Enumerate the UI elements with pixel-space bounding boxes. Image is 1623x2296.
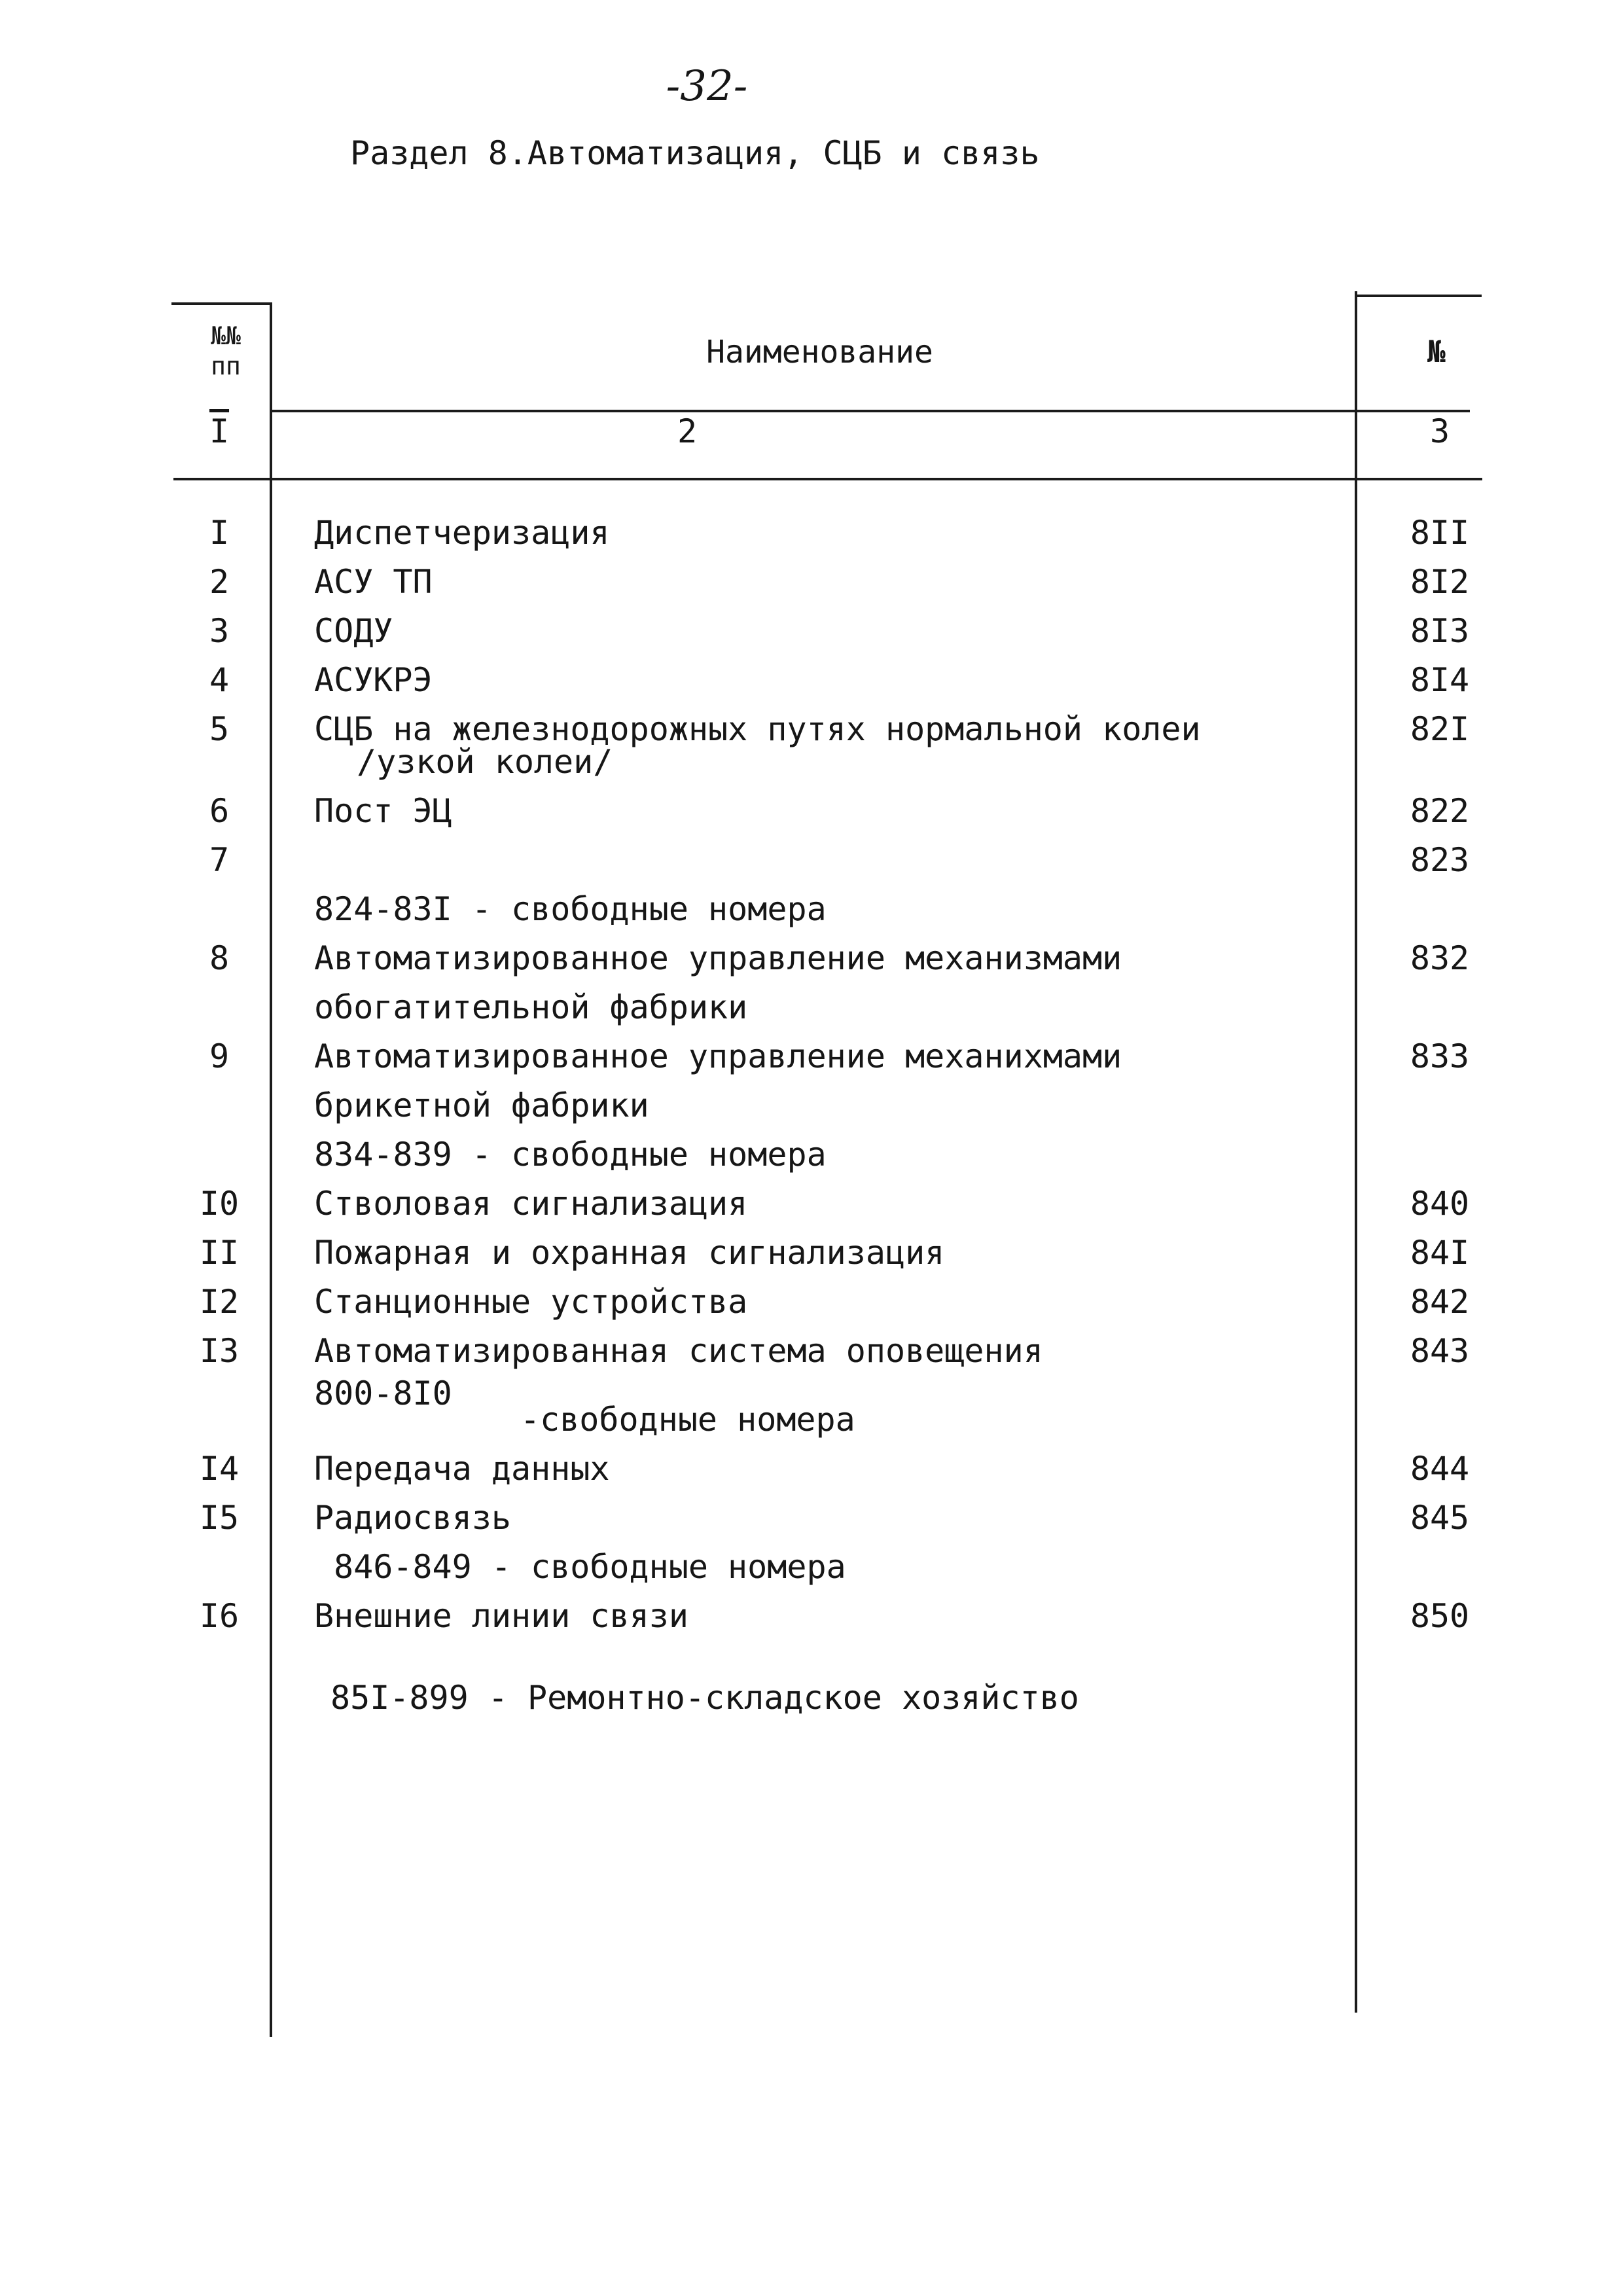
row-number: 9 [209,1037,230,1075]
table-body-rule [173,478,1482,480]
header-bottom-rule [272,410,1470,412]
table-row [0,563,1623,610]
row-number: I5 [199,1499,240,1537]
row-name-continuation: /узкой колеи/ [357,743,613,781]
row-number: 6 [209,792,230,830]
table-row [0,1450,1623,1497]
row-code: 82I [1410,710,1470,748]
row-number: I2 [199,1283,240,1321]
table-row [0,661,1623,708]
row-number: I3 [199,1332,240,1370]
table-row-continuation [0,988,1623,1035]
row-number: 4 [209,661,230,699]
page-number: -32- [666,62,748,111]
table-row-continuation [0,743,1623,790]
row-number: 7 [209,841,230,879]
row-code: 845 [1410,1499,1470,1537]
row-name: Автоматизированное управление механизмами [314,939,1122,977]
row-number: II [199,1234,240,1272]
table-row [0,1283,1623,1330]
table-row [0,1597,1623,1644]
table-row [0,1234,1623,1281]
row-name: СОДУ [314,612,393,650]
row-code: 850 [1410,1597,1470,1635]
header-number-label [173,321,278,381]
row-name-continuation: брикетной фабрики [314,1086,649,1124]
header-name: Наименование [706,334,933,370]
row-name-continuation: обогатительной фабрики [314,988,748,1026]
row-number: I0 [199,1185,240,1223]
table-row [0,1185,1623,1232]
row-name: СЦБ на железнодорожных путях нормальной колеи [314,710,1201,748]
row-number: I6 [199,1597,240,1635]
table-row [0,939,1623,986]
row-name: Диспетчеризация [314,514,610,552]
footer-note: 85I-899 - Ремонтно-складское хозяйство [330,1679,1079,1717]
column-index-2: 2 [677,412,698,450]
table-row [0,1499,1623,1546]
row-code: 840 [1410,1185,1470,1223]
row-code: 8I2 [1410,563,1470,601]
free-numbers-note-text: -свободные номера [520,1401,855,1439]
header-number-line: №№ [211,321,241,350]
row-code: 8I3 [1410,612,1470,650]
row-name: Радиосвязь [314,1499,512,1537]
row-number: I [209,514,230,552]
free-numbers-note: 824-83I - свободные номера [314,890,827,928]
table-row [0,514,1623,561]
row-code: 833 [1410,1037,1470,1075]
row-name: Передача данных [314,1450,610,1488]
row-name: АСУКРЭ [314,661,433,699]
table-row [0,841,1623,888]
row-number: 8 [209,939,230,977]
free-numbers-note: 834-839 - свободные номера [314,1136,827,1174]
table-row [0,792,1623,839]
row-code: 823 [1410,841,1470,879]
header-top-rule [171,302,270,305]
column-index-3: 3 [1429,412,1450,450]
table-row-continuation [0,1086,1623,1134]
header-top-rule [1357,295,1482,297]
column-index-1: $\overline{I}$ [209,412,230,450]
row-name: Автоматизированное управление механихмами [314,1037,1122,1075]
free-numbers-note: 846-849 - свободные номера [334,1548,846,1586]
row-code: 8I4 [1410,661,1470,699]
row-code: 832 [1410,939,1470,977]
row-name: Стволовая сигнализация [314,1185,748,1223]
header-number-line: пп [211,351,241,380]
row-code: 8II [1410,514,1470,552]
row-code: 84I [1410,1234,1470,1272]
row-code: 843 [1410,1332,1470,1370]
free-numbers-note-code: 800-8I0 [314,1374,452,1412]
row-name: Пожарная и охранная сигнализация [314,1234,945,1272]
row-name: Станционные устройства [314,1283,748,1321]
table-row [0,1037,1623,1085]
row-number: 3 [209,612,230,650]
row-number: I4 [199,1450,240,1488]
row-name: Пост ЭЦ [314,792,452,830]
row-code: 822 [1410,792,1470,830]
row-name: АСУ ТП [314,563,433,601]
section-title: Раздел 8.Автоматизация, СЦБ и связь [350,134,1040,172]
table-row [0,1332,1623,1379]
header-code: № [1427,334,1446,369]
table-row [0,612,1623,659]
row-name: Внешние линии связи [314,1597,688,1635]
row-code: 842 [1410,1283,1470,1321]
row-code: 844 [1410,1450,1470,1488]
row-number: 2 [209,563,230,601]
row-name: Автоматизированная система оповещения [314,1332,1043,1370]
row-number: 5 [209,710,230,748]
